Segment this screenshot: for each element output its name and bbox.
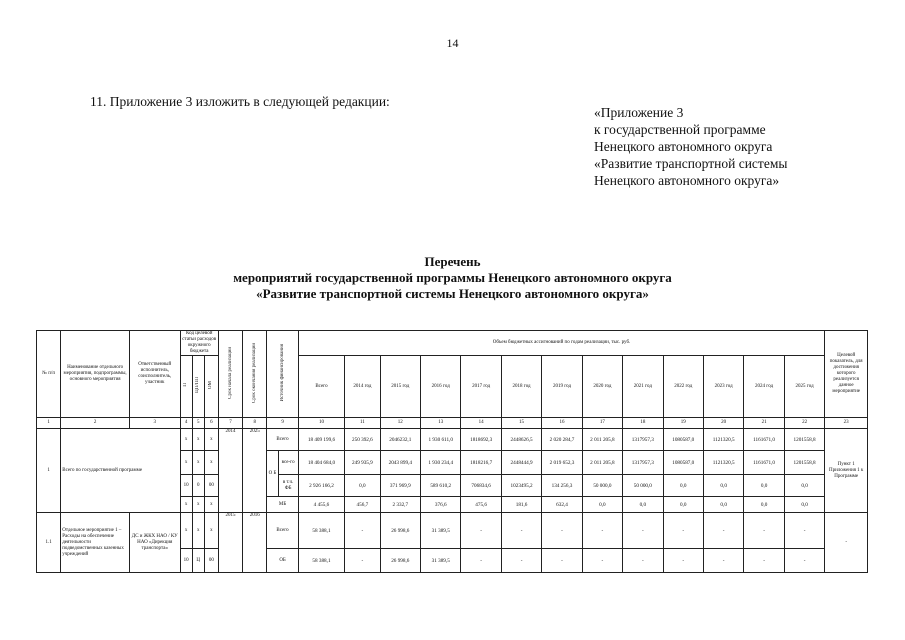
appendix-line: Ненецкого автономного округа (594, 139, 773, 154)
appendix-line: Ненецкого автономного округа» (594, 173, 780, 188)
code-om: х (204, 497, 218, 513)
col-number: 21 (744, 418, 784, 429)
row-value: 181,6 (501, 497, 541, 513)
row-value: 1818692,3 (461, 429, 501, 451)
row-value: 475,6 (461, 497, 501, 513)
row-value: - (501, 513, 541, 549)
row-value: 0,0 (623, 497, 663, 513)
row-total: 2 926 166,2 (298, 475, 344, 497)
row-value: 632,4 (542, 497, 582, 513)
header-year: 2021 год (623, 356, 663, 418)
intro-text: 11. Приложение 3 изложить в следующей редакции: (90, 94, 390, 109)
row-value: 1201558,8 (784, 429, 825, 451)
document-title (0, 254, 905, 302)
col-number: 22 (784, 418, 825, 429)
header-start-text: Срок начала реализации (227, 346, 233, 399)
code-p: 10 (180, 475, 192, 497)
col-number: 4 (180, 418, 192, 429)
col-number: 13 (421, 418, 461, 429)
row-source: Всего (267, 429, 298, 451)
code-ocp: х (192, 451, 204, 475)
col-number: 3 (129, 418, 180, 429)
col-number: 8 (243, 418, 267, 429)
row-value: - (784, 549, 825, 573)
header-year: 2017 год (461, 356, 501, 418)
row-source: все-го (278, 451, 298, 475)
row-value: 1023495,2 (501, 475, 541, 497)
row-value: 0,0 (784, 497, 825, 513)
col-number: 1 (37, 418, 61, 429)
row-value: 2 011 205,8 (582, 429, 622, 451)
row-value: - (744, 549, 784, 573)
appendix-line: к государственной программе (594, 122, 766, 137)
row-value: 0,0 (663, 475, 703, 497)
header-year: 2022 год (663, 356, 703, 418)
row-value: 1121320,5 (703, 429, 743, 451)
row-value: 31 389,5 (421, 549, 461, 573)
header-volume-group: Объем бюджетных ассигнований по годам реализации, тыс. руб. (298, 331, 825, 356)
title-line: «Развитие транспортной системы Ненецкого автономного округа» (256, 286, 649, 301)
code-p: х (180, 451, 192, 475)
row-value: - (744, 513, 784, 549)
row-value: - (623, 513, 663, 549)
col-number: 6 (204, 418, 218, 429)
header-year: 2020 год (582, 356, 622, 418)
row-value: 1201558,8 (784, 451, 825, 475)
col-number: 16 (542, 418, 582, 429)
row-value: - (623, 549, 663, 573)
row-value: 2043 899,4 (380, 451, 420, 475)
row-value: 0,0 (663, 497, 703, 513)
code-om: х (204, 451, 218, 475)
header-code-ocp-text: ЦП/ПП (195, 377, 201, 393)
header-year: 2019 год (542, 356, 582, 418)
code-ocp: х (192, 497, 204, 513)
header-name: Наименование отдельного мероприятия, подпрограммы, основного мероприятия (61, 331, 130, 418)
row-value: 1161671,0 (744, 429, 784, 451)
appendix-line: «Приложение 3 (594, 105, 684, 120)
row-value: 0,0 (744, 497, 784, 513)
row-value: 2448444,9 (501, 451, 541, 475)
row-value: 26 998,6 (380, 513, 420, 549)
row-value: - (542, 513, 582, 549)
header-executor: Ответственный исполнитель, соисполнитель, участник (129, 331, 180, 418)
row-value: 0,0 (784, 475, 825, 497)
code-ocp: х (192, 513, 204, 549)
header-end-text: Срок окончания реализации (251, 342, 257, 403)
table-row (37, 429, 868, 451)
row-total: 58 388,1 (298, 549, 344, 573)
row-end: 2025 (243, 429, 267, 513)
row-value: 1161671,0 (744, 451, 784, 475)
row-value: 589 610,2 (421, 475, 461, 497)
row-value: - (542, 549, 582, 573)
row-value: - (703, 549, 743, 573)
code-ocp: х (192, 429, 204, 451)
header-code-p (180, 356, 192, 418)
header-row (37, 331, 868, 356)
row-value: 0,0 (345, 475, 380, 497)
col-number: 7 (218, 418, 242, 429)
row-value: 31 389,5 (421, 513, 461, 549)
row-value: 1 930 611,0 (421, 429, 461, 451)
row-value: - (784, 513, 825, 549)
row-value: 2 332,7 (380, 497, 420, 513)
code-om: 00 (204, 475, 218, 497)
row-value: 0,0 (744, 475, 784, 497)
row-total: 18 404 684,0 (298, 451, 344, 475)
code-ocp: 0 (192, 475, 204, 497)
code-p: х (180, 513, 192, 549)
col-number: 20 (703, 418, 743, 429)
header-source (267, 331, 298, 418)
header-code-om-text: ОМ (208, 380, 214, 390)
col-number: 15 (501, 418, 541, 429)
col-number: 17 (582, 418, 622, 429)
row-source: в т.ч. ФБ (278, 475, 298, 497)
row-value: - (663, 513, 703, 549)
row-value: 0,0 (703, 475, 743, 497)
code-om: х (204, 513, 218, 549)
header-year: 2025 год (784, 356, 825, 418)
row-total: 18 409 199,6 (298, 429, 344, 451)
row-value: - (461, 549, 501, 573)
col-number: 14 (461, 418, 501, 429)
row-value: 2 011 205,8 (582, 451, 622, 475)
col-number: 23 (825, 418, 868, 429)
row-value: - (703, 513, 743, 549)
row-name: Отдельное мероприятие 1 – Расходы на обеспечение деятельности подведомственных казенных учреждений (61, 513, 130, 573)
row-value: 2448626,5 (501, 429, 541, 451)
row-value: - (582, 513, 622, 549)
title-line: мероприятий государственной программы Ненецкого автономного округа (233, 270, 672, 285)
header-num: № п/п (37, 331, 61, 418)
row-source: ОБ (267, 549, 298, 573)
row-value: 50 000,0 (623, 475, 663, 497)
row-value: 26 998,6 (380, 549, 420, 573)
header-source-text: Источник финансирования (279, 343, 285, 402)
header-year: 2018 год (501, 356, 541, 418)
row-value: 1080587,0 (663, 451, 703, 475)
row-value: 50 000,0 (582, 475, 622, 497)
row-start: 2015 (218, 513, 242, 573)
header-end (243, 331, 267, 418)
row-value: - (461, 513, 501, 549)
row-value: 1818216,7 (461, 451, 501, 475)
measures-table (36, 330, 868, 573)
header-year: 2023 год (703, 356, 743, 418)
code-p: х (180, 429, 192, 451)
row-value: 1 930 234,4 (421, 451, 461, 475)
row-value: 134 256,3 (542, 475, 582, 497)
row-value: 1080587,0 (663, 429, 703, 451)
col-number: 10 (298, 418, 344, 429)
row-num: 1 (37, 429, 61, 513)
row-value: 456,7 (345, 497, 380, 513)
appendix-header (594, 104, 787, 189)
row-value: 376,6 (421, 497, 461, 513)
row-value: 706834,6 (461, 475, 501, 497)
header-code-om (204, 356, 218, 418)
row-executor: ДС и ЖКХ НАО / КУ НАО «Дирекция транспорта» (129, 513, 180, 573)
col-number: 9 (267, 418, 298, 429)
col-number: 11 (345, 418, 380, 429)
header-target: Целевой показатель, для достижения которого реализуется данное мероприятие (825, 331, 868, 418)
col-number: 2 (61, 418, 130, 429)
row-target: - (825, 513, 868, 573)
row-value: - (663, 549, 703, 573)
row-value: 1317957,3 (623, 451, 663, 475)
row-value: - (345, 513, 380, 549)
row-value: 250 392,6 (345, 429, 380, 451)
header-year: 2024 год (744, 356, 784, 418)
row-end: 2016 (243, 513, 267, 573)
header-code-ocp (192, 356, 204, 418)
header-year: 2016 год (421, 356, 461, 418)
code-p: х (180, 497, 192, 513)
appendix-line: «Развитие транспортной системы (594, 156, 788, 171)
row-target: Пункт 1 Приложения 1 к Программе (825, 429, 868, 513)
row-total: 4 455,6 (298, 497, 344, 513)
col-number: 5 (192, 418, 204, 429)
row-value: 0,0 (582, 497, 622, 513)
col-number: 19 (663, 418, 703, 429)
row-value: - (582, 549, 622, 573)
code-om: 00 (204, 549, 218, 573)
header-start (218, 331, 242, 418)
row-total: 58 388,1 (298, 513, 344, 549)
row-value: 2046232,1 (380, 429, 420, 451)
col-number: 12 (380, 418, 420, 429)
row-num: 1.1 (37, 513, 61, 573)
row-value: 2 019 652,3 (542, 451, 582, 475)
header-code-p-text: П (183, 383, 189, 387)
row-value: 0,0 (703, 497, 743, 513)
row-source: МБ (267, 497, 298, 513)
col-number: 18 (623, 418, 663, 429)
row-value: 2 020 284,7 (542, 429, 582, 451)
code-ocp: Ц (192, 549, 204, 573)
code-om: х (204, 429, 218, 451)
row-source: Всего (267, 513, 298, 549)
row-value: 249 935,9 (345, 451, 380, 475)
code-p: 10 (180, 549, 192, 573)
row-start: 2014 (218, 429, 242, 513)
row-value: 1317957,3 (623, 429, 663, 451)
header-year: 2015 год (380, 356, 420, 418)
header-code-group: Код целевой статьи расходов окружного бюджета (180, 331, 218, 356)
table-row (37, 513, 868, 549)
header-year: 2014 год (345, 356, 380, 418)
page-number: 14 (446, 36, 459, 50)
ob-label: О Б (267, 451, 278, 497)
row-name: Всего по государственной программе (61, 429, 180, 513)
column-number-row (37, 418, 868, 429)
row-value: 1121320,5 (703, 451, 743, 475)
header-total: Всего (298, 356, 344, 418)
title-line: Перечень (424, 254, 481, 269)
row-value: - (345, 549, 380, 573)
row-value: - (501, 549, 541, 573)
row-value: 371 969,9 (380, 475, 420, 497)
